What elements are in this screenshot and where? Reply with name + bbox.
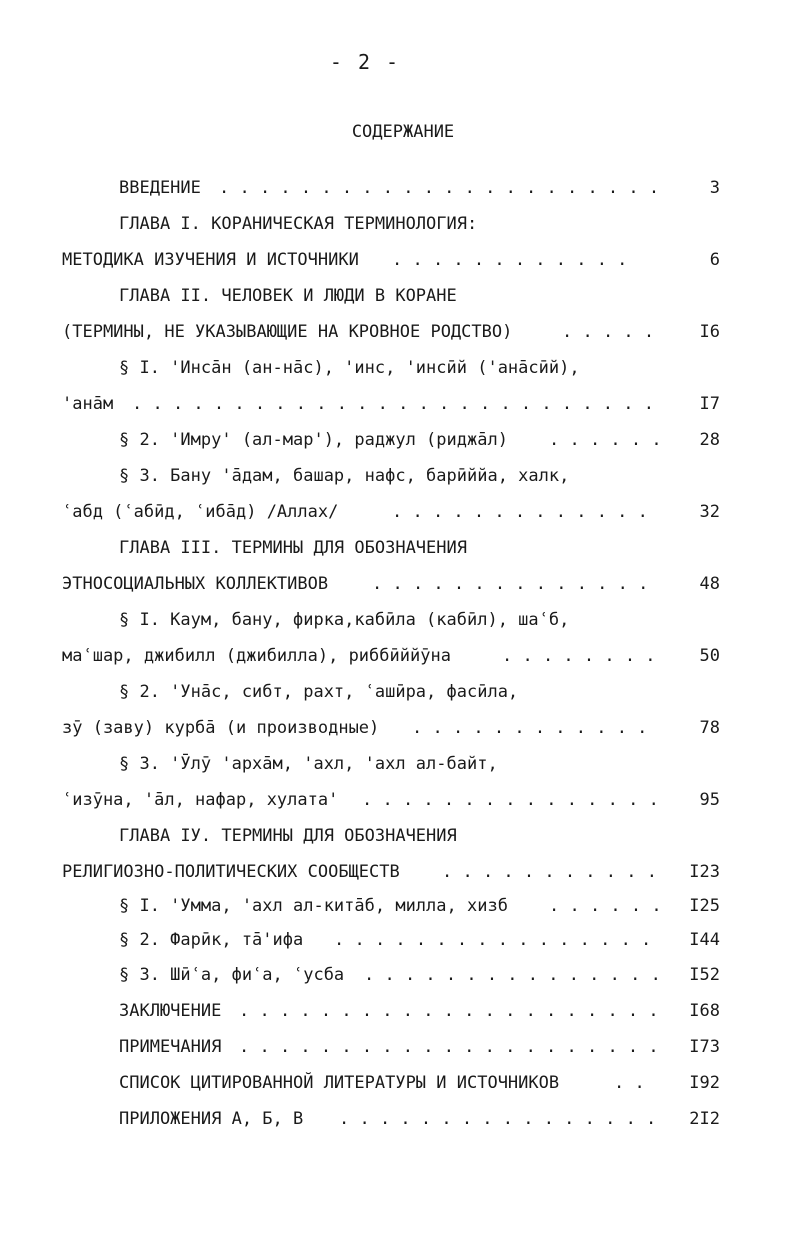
toc-page-number: 6 xyxy=(709,250,720,270)
toc-entry-notes[interactable] xyxy=(119,1035,720,1059)
leader-dots: . . . . . . . . . . . . . . . . . . . . . . . . . . xyxy=(132,394,654,414)
toc-chapter-heading: ГЛАВА I. КОРАНИЧЕСКАЯ ТЕРМИНОЛОГИЯ: xyxy=(119,214,478,234)
toc-entry-label: 'анāм xyxy=(62,394,114,414)
toc-entry-conclusion[interactable] xyxy=(119,999,720,1023)
toc-entry-chapter-3[interactable] xyxy=(62,572,720,596)
toc-section-heading: § 3. Бану 'āдам, башар, нафс, барӣййа, халк, xyxy=(119,466,570,486)
leader-dots: . . . . . xyxy=(562,322,655,342)
toc-entry-section-2-1[interactable] xyxy=(62,392,720,416)
toc-chapter-heading: ГЛАВА II. ЧЕЛОВЕК И ЛЮДИ В КОРАНЕ xyxy=(119,286,457,306)
toc-entry-label: СПИСОК ЦИТИРОВАННОЙ ЛИТЕРАТУРЫ И ИСТОЧНИКОВ xyxy=(119,1073,560,1093)
toc-entry-label: маʿшар, джибилл (джибилла), риббӣййӯна xyxy=(62,646,451,666)
toc-page-number: 2I2 xyxy=(689,1109,720,1129)
toc-section-heading: § 2. 'Унāс, сибт, рахт, ʿашӣра, фасӣла, xyxy=(119,682,519,702)
leader-dots: . . . . . . . . . . . . . xyxy=(392,502,648,522)
toc-page-number: 3 xyxy=(709,178,720,198)
toc-page-number: 28 xyxy=(699,430,720,450)
toc-page-number: I44 xyxy=(689,930,720,950)
toc-page-number: I23 xyxy=(689,862,720,882)
toc-entry-section-2-3[interactable] xyxy=(62,500,720,524)
toc-entry-label: ʿизӯна, 'āл, нафар, хулата' xyxy=(62,790,339,810)
toc-title: СОДЕРЖАНИЕ xyxy=(351,122,455,142)
toc-entry-label: ʿабд (ʿабӣд, ʿибāд) /Аллах/ xyxy=(62,502,339,522)
toc-chapter-heading: ГЛАВА IУ. ТЕРМИНЫ ДЛЯ ОБОЗНАЧЕНИЯ xyxy=(119,826,457,846)
leader-dots: . . . . . . . . . . . . xyxy=(412,718,648,738)
toc-entry-label: § 3. Шӣʿа, фиʿа, ʿусба xyxy=(119,965,345,985)
toc-entry-section-3-1[interactable] xyxy=(62,644,720,668)
toc-entry-label: РЕЛИГИОЗНО-ПОЛИТИЧЕСКИХ СООБЩЕСТВ xyxy=(62,862,400,882)
toc-entry-label: § 2. Фарӣк, тā'ифа xyxy=(119,930,304,950)
toc-entry-bibliography[interactable] xyxy=(119,1071,720,1095)
leader-dots: . . . . . . . . . . . . . . . . . . . . . xyxy=(239,1037,659,1057)
toc-page-number: I68 xyxy=(689,1001,720,1021)
toc-page-number: I92 xyxy=(689,1073,720,1093)
leader-dots: . . . . . . . . . . . . . . . . . . . . . xyxy=(239,1001,659,1021)
leader-dots: . . xyxy=(614,1073,645,1093)
toc-page-number: 78 xyxy=(699,718,720,738)
toc-entry-section-3-3[interactable] xyxy=(62,788,720,812)
toc-page-number: I6 xyxy=(699,322,720,342)
toc-page-number: I7 xyxy=(699,394,720,414)
toc-entry-section-4-3[interactable] xyxy=(119,963,720,987)
toc-entry-chapter-4[interactable] xyxy=(62,860,720,884)
toc-entry-section-2-2[interactable] xyxy=(119,428,720,452)
toc-entry-label: ЗАКЛЮЧЕНИЕ xyxy=(119,1001,222,1021)
toc-page-number: 50 xyxy=(699,646,720,666)
leader-dots: . . . . . . . . . . . . . . . xyxy=(362,790,659,810)
leader-dots: . . . . . . . . . . . . . . xyxy=(372,574,649,594)
toc-entry-label: МЕТОДИКА ИЗУЧЕНИЯ И ИСТОЧНИКИ xyxy=(62,250,359,270)
toc-entry-label: (ТЕРМИНЫ, НЕ УКАЗЫВАЮЩИЕ НА КРОВНОЕ РОДСТВО) xyxy=(62,322,513,342)
toc-chapter-heading: ГЛАВА III. ТЕРМИНЫ ДЛЯ ОБОЗНАЧЕНИЯ xyxy=(119,538,467,558)
leader-dots: . . . . . . . . . . . . . . . . . . . . . . xyxy=(219,178,660,198)
toc-entry-label: зӯ (заву) курбā (и производные) xyxy=(62,718,380,738)
toc-entry-appendices[interactable] xyxy=(119,1107,720,1131)
leader-dots: . . . . . . . . xyxy=(502,646,656,666)
toc-entry-label: ПРИЛОЖЕНИЯ А, Б, В xyxy=(119,1109,304,1129)
toc-entry-chapter-1[interactable] xyxy=(62,248,720,272)
toc-page-number: I52 xyxy=(689,965,720,985)
page-number: - 2 - xyxy=(329,50,401,74)
toc-page-number: 32 xyxy=(699,502,720,522)
toc-entry-label: ВВЕДЕНИЕ xyxy=(119,178,201,198)
toc-page-number: 95 xyxy=(699,790,720,810)
toc-entry-label: ПРИМЕЧАНИЯ xyxy=(119,1037,222,1057)
toc-entry-label: ЭТНОСОЦИАЛЬНЫХ КОЛЛЕКТИВОВ xyxy=(62,574,329,594)
toc-page-number: I73 xyxy=(689,1037,720,1057)
toc-section-heading: § I. 'Инсāн (ан-нāс), 'инс, 'инсӣй ('анāсӣй), xyxy=(119,358,580,378)
toc-page-number: 48 xyxy=(699,574,720,594)
leader-dots: . . . . . . xyxy=(549,896,662,916)
leader-dots: . . . . . . . . . . . . xyxy=(392,250,628,270)
leader-dots: . . . . . . xyxy=(549,430,662,450)
toc-entry-label: § 2. 'Имру' (ал-мар'), раджул (риджāл) xyxy=(119,430,508,450)
toc-entry-chapter-2[interactable] xyxy=(62,320,720,344)
toc-entry-section-4-2[interactable] xyxy=(119,928,720,952)
toc-entry-section-3-2[interactable] xyxy=(62,716,720,740)
toc-section-heading: § I. Каум, бану, фирка,кабӣла (кабӣл), шаʿб, xyxy=(119,610,570,630)
leader-dots: . . . . . . . . . . . . . . . . xyxy=(334,930,652,950)
toc-entry-label: § I. 'Умма, 'ахл ал-китāб, милла, хизб xyxy=(119,896,508,916)
toc-section-heading: § 3. 'Ӯлӯ 'архāм, 'ахл, 'ахл ал-байт, xyxy=(119,754,498,774)
leader-dots: . . . . . . . . . . . . . . . . xyxy=(339,1109,657,1129)
leader-dots: . . . . . . . . . . . xyxy=(442,862,657,882)
leader-dots: . . . . . . . . . . . . . . . xyxy=(364,965,661,985)
toc-entry-introduction[interactable] xyxy=(119,176,720,200)
toc-entry-section-4-1[interactable] xyxy=(119,894,720,918)
toc-page-number: I25 xyxy=(689,896,720,916)
